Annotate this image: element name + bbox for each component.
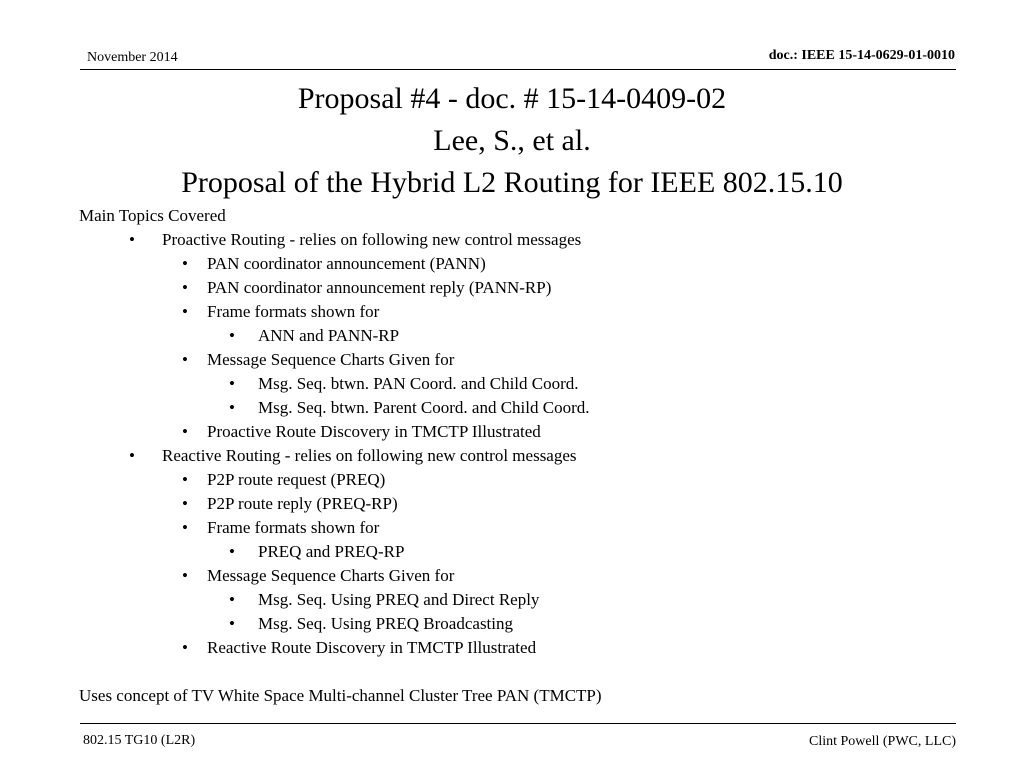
list-item-text: Reactive Routing - relies on following new control messages — [162, 446, 577, 465]
list-item — [79, 636, 979, 660]
list-item-text: P2P route reply (PREQ-RP) — [207, 494, 398, 513]
list-item-text: Proactive Route Discovery in TMCTP Illustrated — [207, 422, 541, 441]
list-item-text: P2P route request (PREQ) — [207, 470, 386, 489]
bullet-icon: • — [182, 302, 188, 321]
list-item-text: Proactive Routing - relies on following new control messages — [162, 230, 582, 249]
bullet-icon: • — [182, 422, 188, 441]
list-item-text: Message Sequence Charts Given for — [207, 350, 455, 369]
title-line-2: Lee, S., et al. — [433, 124, 591, 157]
list-item — [79, 468, 979, 492]
list-item-text: PAN coordinator announcement reply (PANN-RP) — [207, 278, 552, 297]
title-line-1: Proposal #4 - doc. # 15-14-0409-02 — [297, 82, 727, 115]
list-item-text: PREQ and PREQ-RP — [258, 542, 405, 561]
list-item — [79, 612, 979, 636]
bullet-icon: • — [129, 446, 135, 465]
list-item — [79, 324, 979, 348]
list-item — [79, 300, 979, 324]
footer-divider — [80, 723, 956, 724]
list-item-text: Msg. Seq. Using PREQ Broadcasting — [258, 614, 513, 633]
bullet-icon: • — [182, 638, 188, 657]
header-date: November 2014 — [87, 50, 178, 65]
bullet-icon: • — [229, 590, 235, 609]
bullet-icon: • — [229, 326, 235, 345]
slide-title — [0, 78, 1024, 204]
list-item — [79, 252, 979, 276]
bullet-icon: • — [229, 614, 235, 633]
list-item — [79, 420, 979, 444]
bullet-icon: • — [182, 254, 188, 273]
bullet-icon: • — [182, 566, 188, 585]
bullet-icon: • — [182, 518, 188, 537]
bullet-icon: • — [182, 470, 188, 489]
bullet-icon: • — [182, 494, 188, 513]
list-item — [79, 228, 979, 252]
bullet-icon: • — [182, 350, 188, 369]
list-item-text: PAN coordinator announcement (PANN) — [207, 254, 486, 273]
list-item — [79, 516, 979, 540]
closing-statement: Uses concept of TV White Space Multi-channel Cluster Tree PAN (TMCTP) — [79, 686, 602, 705]
list-item-text: Msg. Seq. btwn. PAN Coord. and Child Coord. — [258, 374, 579, 393]
bullet-icon: • — [229, 398, 235, 417]
header-divider — [80, 69, 956, 70]
list-item-text: Frame formats shown for — [207, 302, 380, 321]
list-item-text: Msg. Seq. btwn. Parent Coord. and Child Coord. — [258, 398, 590, 417]
list-item — [79, 276, 979, 300]
list-item-text: Message Sequence Charts Given for — [207, 566, 455, 585]
list-item — [79, 564, 979, 588]
list-item — [79, 492, 979, 516]
list-item — [79, 396, 979, 420]
bullet-icon: • — [182, 278, 188, 297]
header-doc-id: doc.: IEEE 15-14-0629-01-0010 — [768, 48, 955, 63]
title-line-3: Proposal of the Hybrid L2 Routing for IEEE 802.15.10 — [181, 166, 843, 199]
bullet-icon: • — [229, 542, 235, 561]
section-heading: Main Topics Covered — [79, 206, 226, 225]
list-item-text: Reactive Route Discovery in TMCTP Illustrated — [207, 638, 537, 657]
bullet-icon: • — [229, 374, 235, 393]
bullet-icon: • — [129, 230, 135, 249]
list-item — [79, 444, 979, 468]
list-item-text: Msg. Seq. Using PREQ and Direct Reply — [258, 590, 540, 609]
list-item-text: ANN and PANN-RP — [258, 326, 400, 345]
footer-group-label: 802.15 TG10 (L2R) — [83, 733, 196, 748]
slide-body — [79, 204, 979, 708]
footer-author: Clint Powell (PWC, LLC) — [809, 734, 956, 749]
list-item — [79, 588, 979, 612]
list-item — [79, 372, 979, 396]
list-item-text: Frame formats shown for — [207, 518, 380, 537]
list-item — [79, 540, 979, 564]
list-item — [79, 348, 979, 372]
